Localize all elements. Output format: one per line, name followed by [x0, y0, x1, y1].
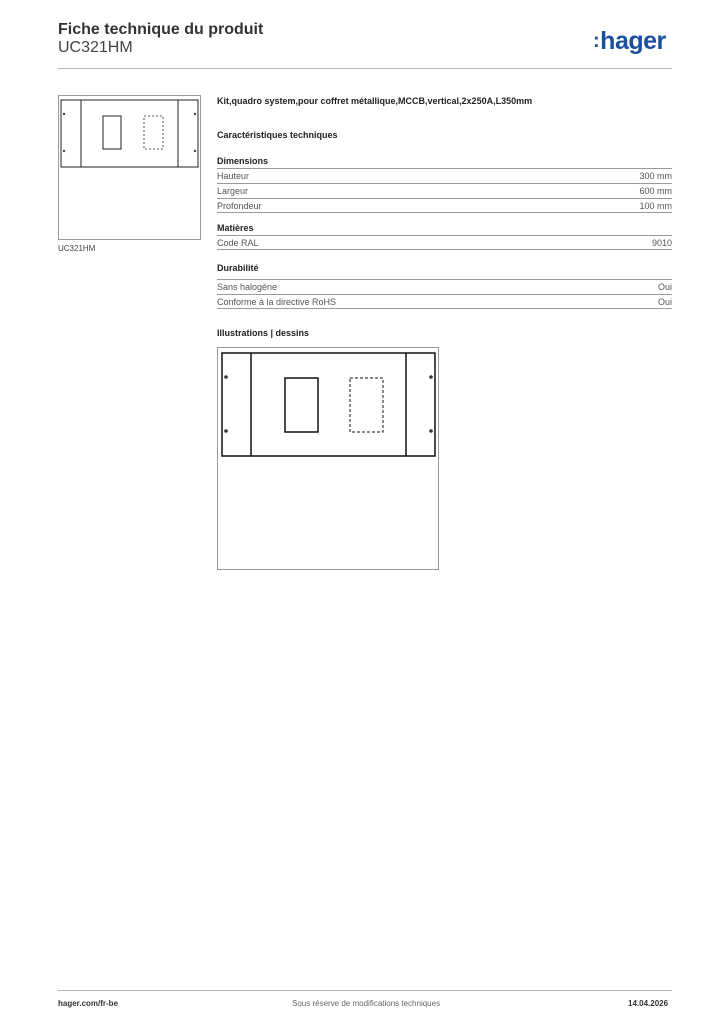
spec-label: Hauteur [217, 171, 250, 181]
thumbnail-caption: UC321HM [58, 244, 96, 253]
product-thumbnail [58, 95, 201, 240]
dimensions-heading: Dimensions [217, 156, 269, 166]
footer-disclaimer: Sous réserve de modifications techniques [292, 999, 441, 1008]
hager-logo: :hager [593, 27, 666, 55]
spec-value: 100 mm [639, 201, 672, 211]
spec-row-profondeur [217, 198, 672, 213]
materials-heading: Matières [217, 223, 254, 233]
spec-value: 600 mm [639, 186, 672, 196]
spec-row-sans-halogene [217, 279, 672, 294]
spec-label: Code RAL [217, 238, 259, 248]
product-description: Kit,quadro system,pour coffret métallique,MCCB,vertical,2x250A,L350mm [217, 96, 533, 106]
footer-website[interactable]: hager.com/fr-be [58, 999, 119, 1008]
spec-row-code-ral [217, 235, 672, 250]
product-code: UC321HM [58, 39, 133, 56]
spec-row-largeur [217, 183, 672, 198]
spec-label: Sans halogène [217, 282, 278, 292]
spec-value: Oui [657, 297, 672, 307]
product-drawing [217, 347, 439, 570]
spec-value: Oui [657, 282, 672, 292]
spec-row-hauteur [217, 168, 672, 183]
header-divider [58, 68, 672, 69]
spec-label: Profondeur [217, 201, 262, 211]
spec-value: 300 mm [639, 171, 672, 181]
spec-row-rohs [217, 294, 672, 309]
characteristics-heading: Caractéristiques techniques [217, 130, 338, 140]
spec-value: 9010 [651, 238, 672, 248]
spec-label: Largeur [217, 186, 249, 196]
spec-label: Conforme à la directive RoHS [217, 297, 337, 307]
durability-heading: Durabilité [217, 263, 259, 273]
logo-text: hager [600, 27, 666, 55]
footer-date: 14.04.2026 [628, 999, 669, 1008]
illustrations-heading: Illustrations | dessins [217, 328, 310, 338]
page-title: Fiche technique du produit [58, 21, 264, 38]
footer-divider [58, 990, 672, 991]
